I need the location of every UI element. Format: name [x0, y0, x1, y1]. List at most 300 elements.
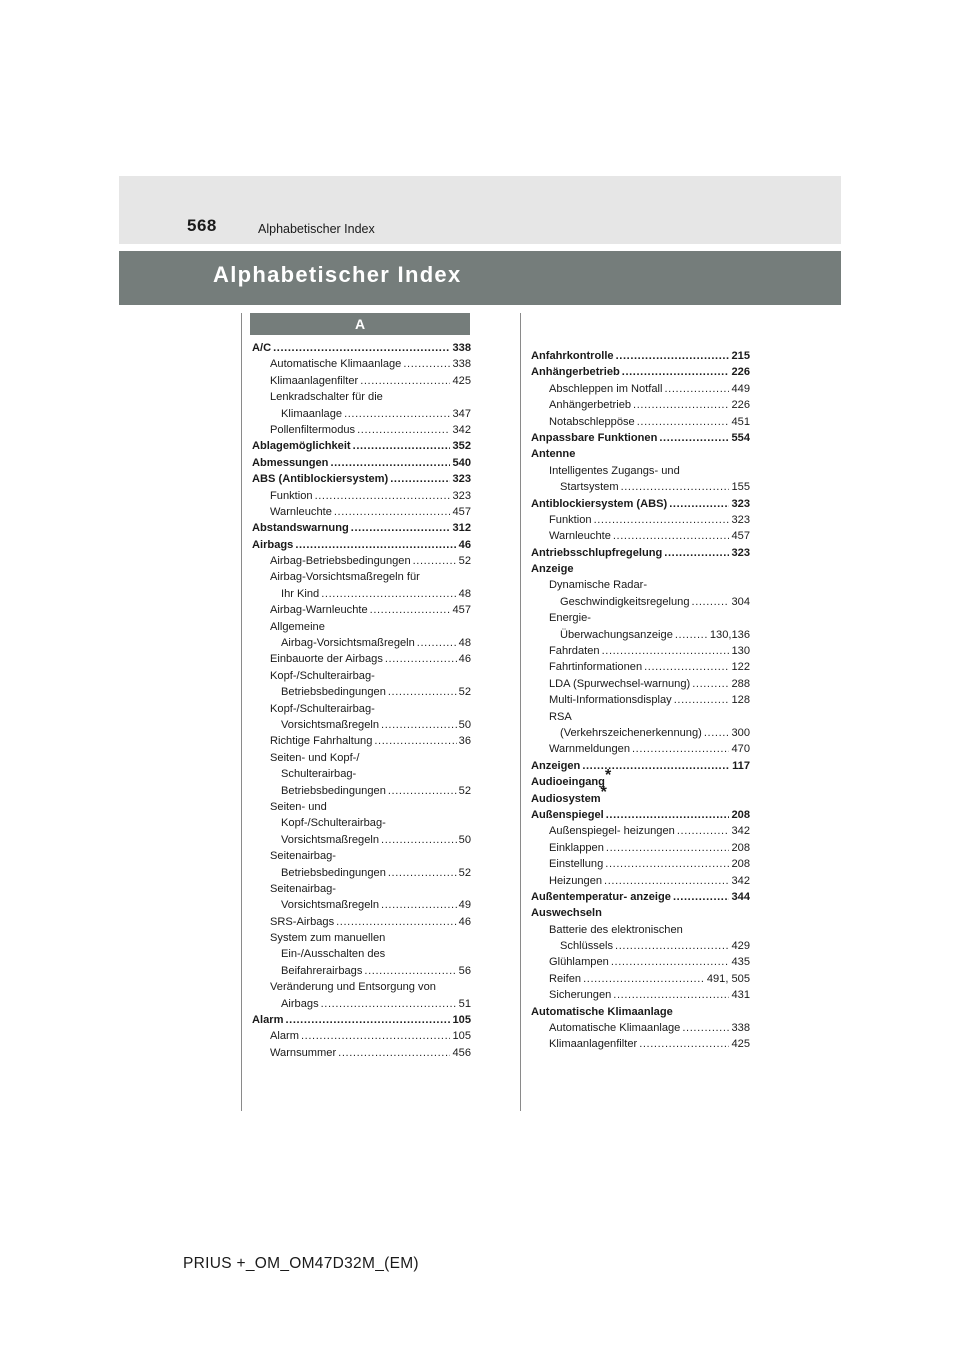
entry-term: Klimaanlagenfilter [549, 1038, 638, 1051]
entry-term: Überwachungsanzeige [560, 628, 673, 641]
entry-term: Sicherungen [549, 989, 612, 1002]
entry-term: LDA (Spurwechsel-warnung) [549, 677, 691, 690]
dot-leader [295, 537, 456, 553]
entry-term: Außenspiegel [531, 808, 604, 821]
page-reference: 288 [731, 677, 750, 690]
index-subentry [252, 373, 471, 389]
page-reference: 51 [458, 997, 471, 1010]
page-reference: 540 [452, 456, 471, 469]
index-subentry [531, 741, 750, 757]
index-subentry-continuation [252, 766, 471, 782]
dot-leader [674, 692, 730, 708]
page-reference: 155 [731, 481, 750, 494]
page-reference: 48 [458, 637, 471, 650]
index-subentry [531, 692, 750, 708]
entry-term: Reifen [549, 972, 582, 985]
entry-term: Einklappen [549, 841, 604, 854]
dot-leader [374, 733, 456, 749]
dot-leader [637, 414, 730, 430]
entry-term: Einstellung [549, 858, 604, 871]
dot-leader [273, 340, 450, 356]
entry-term: Dynamische Radar- [549, 579, 648, 592]
index-subentry [531, 873, 750, 889]
page-reference: 304 [731, 595, 750, 608]
index-entry [252, 455, 471, 471]
column-rule-right [520, 313, 521, 1111]
page-reference: 323 [731, 546, 750, 559]
entry-term: Klimaanlagenfilter [270, 374, 359, 387]
page-reference: 323 [731, 497, 750, 510]
page-reference: 457 [452, 604, 471, 617]
entry-term: Richtige Fahrhaltung [270, 735, 373, 748]
index-subentry-continuation [252, 406, 471, 422]
entry-term: Warnsummer [270, 1046, 337, 1059]
entry-term: Außentemperatur- anzeige [531, 890, 671, 903]
index-subentry [252, 930, 471, 946]
title-bar [119, 251, 841, 305]
entry-term: Allgemeine [270, 620, 325, 633]
entry-term: (Verkehrszeichenerkennung) [560, 726, 702, 739]
index-subentry-continuation [252, 832, 471, 848]
document-code-footer: PRIUS +_OM_OM47D32M_(EM) [183, 1255, 419, 1272]
entry-term: Beifahrerairbags [281, 964, 363, 977]
index-subentry [531, 987, 750, 1003]
entry-term: Pollenfiltermodus [270, 423, 356, 436]
index-subentry [252, 733, 471, 749]
footnote-asterisk: * [604, 767, 612, 785]
dot-leader [669, 496, 729, 512]
entry-term: Automatische Klimaanlage [531, 1005, 673, 1018]
index-subentry [252, 799, 471, 815]
index-subentry [252, 701, 471, 717]
entry-term: Kopf-/Schulterairbag- [270, 669, 375, 682]
dot-leader [388, 865, 457, 881]
entry-term: Kopf-/Schulterairbag- [281, 817, 386, 830]
entry-term: Energie- [549, 612, 591, 625]
page-reference: 128 [731, 694, 750, 707]
index-column-2 [531, 348, 750, 1053]
index-entry [531, 1004, 750, 1020]
entry-term: Multi-Informationsdisplay [549, 694, 672, 707]
page-reference: 338 [452, 342, 471, 354]
entry-term: Glühlampen [549, 956, 609, 969]
dot-leader [385, 651, 457, 667]
dot-leader [351, 520, 451, 536]
index-subentry [531, 856, 750, 872]
page-number: 568 [187, 216, 217, 235]
dot-leader [605, 856, 729, 872]
dot-leader [583, 971, 705, 987]
index-subentry [531, 676, 750, 692]
index-entry [252, 340, 471, 356]
entry-term: Audiosystem [531, 792, 601, 805]
entry-term: Auswechseln [531, 907, 602, 920]
entry-term: Notabschleppöse [549, 415, 635, 428]
entry-term: Intelligentes Zugangs- und [549, 464, 680, 477]
entry-term: Vorsichtsmaßregeln [281, 833, 380, 846]
dot-leader [644, 659, 729, 675]
entry-term: Einbauorte der Airbags [270, 653, 383, 666]
page-reference: 52 [458, 555, 471, 568]
entry-term: Airbag-Vorsichtsmaßregeln für [270, 571, 420, 584]
index-subentry-continuation [531, 725, 750, 741]
index-entry [531, 889, 750, 905]
page-reference: 342 [452, 423, 471, 436]
dot-leader [677, 823, 730, 839]
entry-term: Ein-/Ausschalten des [281, 948, 386, 961]
index-subentry [531, 1020, 750, 1036]
entry-term: Antriebsschlupfregelung [531, 546, 663, 559]
dot-leader [334, 504, 451, 520]
entry-term: Seiten- und Kopf-/ [270, 751, 360, 764]
index-subentry-continuation [252, 717, 471, 733]
index-subentry-continuation [252, 996, 471, 1012]
page-reference: 342 [731, 874, 750, 887]
index-subentry [531, 922, 750, 938]
index-subentry [531, 643, 750, 659]
dot-leader [692, 676, 729, 692]
page-reference: 122 [731, 661, 750, 674]
index-subentry-continuation [252, 963, 471, 979]
index-subentry-continuation [531, 938, 750, 954]
dot-leader [659, 430, 729, 446]
entry-term: Vorsichtsmaßregeln [281, 899, 380, 912]
entry-term: Anhängerbetrieb [531, 366, 620, 379]
page-reference: 226 [731, 399, 750, 412]
entry-term: Antenne [531, 448, 576, 461]
dot-leader [606, 807, 730, 823]
entry-term: Klimaanlage [281, 407, 343, 420]
entry-term: Außenspiegel- heizungen [549, 825, 675, 838]
index-subentry [531, 659, 750, 675]
index-subentry-continuation [252, 865, 471, 881]
dot-leader [639, 1036, 729, 1052]
entry-term: Anhängerbetrieb [549, 399, 632, 412]
entry-term: Anzeigen [531, 759, 581, 772]
page-reference: 36 [458, 735, 471, 748]
dot-leader [602, 643, 730, 659]
index-subentry [531, 577, 750, 593]
index-subentry [531, 954, 750, 970]
dot-leader [413, 553, 457, 569]
page-reference: 338 [452, 358, 471, 371]
index-subentry-continuation [531, 479, 750, 495]
page-reference: 46 [458, 915, 471, 928]
page-reference: 449 [731, 382, 750, 395]
dot-leader [704, 725, 730, 741]
dot-leader [692, 594, 730, 610]
page-reference: 56 [458, 964, 471, 977]
page-reference: 457 [731, 530, 750, 543]
dot-leader [613, 528, 730, 544]
dot-leader [321, 586, 456, 602]
entry-term: Warnmeldungen [549, 743, 630, 756]
dot-leader [621, 479, 730, 495]
page-reference: 435 [731, 956, 750, 969]
entry-term: Airbags [281, 997, 319, 1010]
entry-term: Airbag-Warnleuchte [270, 604, 368, 617]
entry-term: Betriebsbedingungen [281, 784, 386, 797]
index-subentry-continuation [252, 783, 471, 799]
dot-leader [370, 602, 451, 618]
index-subentry-continuation [252, 897, 471, 913]
index-subentry [252, 1028, 471, 1044]
index-entry [531, 364, 750, 380]
index-entry [531, 348, 750, 364]
dot-leader [315, 488, 451, 504]
dot-leader [611, 954, 730, 970]
entry-term: Lenkradschalter für die [270, 391, 383, 404]
index-subentry-continuation [531, 627, 750, 643]
page-reference: 52 [458, 866, 471, 879]
dot-leader [664, 381, 729, 397]
entry-term: Ablagemöglichkeit [252, 440, 351, 453]
index-subentry [252, 553, 471, 569]
entry-term: Alarm [270, 1030, 299, 1043]
dot-leader [673, 889, 730, 905]
entry-term: A/C [252, 342, 272, 354]
entry-term: Audioeingang [531, 776, 605, 789]
section-letter-heading: A [250, 313, 470, 335]
page-reference: 52 [458, 686, 471, 699]
page-reference: 46 [458, 653, 471, 666]
page-reference: 456 [452, 1046, 471, 1059]
page-reference: 226 [731, 366, 750, 379]
page-reference: 208 [731, 808, 750, 821]
dot-leader [381, 717, 457, 733]
entry-term: Warnleuchte [270, 505, 332, 518]
entry-term: Startsystem [560, 481, 619, 494]
dot-leader [285, 1012, 450, 1028]
entry-term: Schlüssels [560, 940, 614, 953]
entry-term: Airbags [252, 538, 294, 551]
index-subentry [531, 840, 750, 856]
dot-leader [613, 987, 729, 1003]
column-rule-left [241, 313, 242, 1111]
entry-term: SRS-Airbags [270, 915, 335, 928]
page-reference: 130 [731, 645, 750, 658]
page-reference: 451 [731, 415, 750, 428]
running-title: Alphabetischer Index [258, 222, 375, 236]
index-subentry [252, 356, 471, 372]
entry-term: Schulterairbag- [281, 768, 357, 781]
index-subentry [531, 463, 750, 479]
entry-term: Warnleuchte [549, 530, 611, 543]
entry-term: Batterie des elektronischen [549, 923, 683, 936]
entry-term: System zum manuellen [270, 932, 386, 945]
index-entry [252, 1012, 471, 1028]
entry-term: Seitenairbag- [270, 850, 336, 863]
entry-term: Airbag-Betriebsbedingungen [270, 555, 411, 568]
page-reference: 117 [732, 759, 750, 772]
entry-term: Fahrdaten [549, 645, 600, 658]
page-reference: 429 [731, 940, 750, 953]
dot-leader [353, 438, 451, 454]
dot-leader [330, 455, 450, 471]
dot-leader [664, 545, 729, 561]
index-subentry [252, 602, 471, 618]
dot-leader [344, 406, 450, 422]
dot-leader [417, 635, 457, 651]
entry-term: Airbag-Vorsichtsmaßregeln [281, 637, 415, 650]
entry-term: Veränderung und Entsorgung von [270, 981, 436, 994]
entry-term: Heizungen [549, 874, 603, 887]
dot-leader [381, 897, 457, 913]
page-reference: 312 [452, 522, 471, 535]
entry-term: Seiten- und [270, 800, 327, 813]
dot-leader [403, 356, 450, 372]
index-subentry [252, 979, 471, 995]
page-reference: 344 [731, 890, 750, 903]
dot-leader [338, 1045, 450, 1061]
page-reference: 300 [731, 726, 750, 739]
index-subentry-continuation [252, 815, 471, 831]
index-entry [531, 807, 750, 823]
dot-leader [301, 1028, 451, 1044]
index-subentry [252, 389, 471, 405]
index-subentry [252, 914, 471, 930]
page-reference: 425 [452, 374, 471, 387]
index-entry [531, 767, 750, 790]
index-column-1 [252, 340, 471, 1061]
page-reference: 431 [731, 989, 750, 1002]
page-reference: 554 [731, 431, 750, 444]
index-subentry [531, 381, 750, 397]
index-subentry-continuation [252, 684, 471, 700]
page-reference: 323 [452, 489, 471, 502]
entry-term: Ihr Kind [281, 587, 320, 600]
page-reference: 46 [458, 538, 471, 551]
index-entry [531, 783, 750, 807]
entry-term: RSA [549, 710, 572, 723]
index-subentry [252, 881, 471, 897]
entry-term: Vorsichtsmaßregeln [281, 718, 380, 731]
index-entry [531, 430, 750, 446]
dot-leader [616, 348, 730, 364]
entry-term: Alarm [252, 1014, 284, 1027]
index-subentry-continuation [252, 586, 471, 602]
dot-leader [594, 512, 730, 528]
dot-leader [381, 832, 457, 848]
index-subentry [531, 512, 750, 528]
index-subentry [531, 610, 750, 626]
index-subentry [531, 709, 750, 725]
page-reference: 323 [731, 513, 750, 526]
entry-term: Abmessungen [252, 456, 329, 469]
page-reference: 347 [452, 407, 471, 420]
index-entry [531, 905, 750, 921]
dot-leader [682, 1020, 729, 1036]
dot-leader [364, 963, 456, 979]
dot-leader [604, 873, 729, 889]
dot-leader [388, 783, 457, 799]
entry-term: ABS (Antiblockiersystem) [252, 473, 389, 486]
index-subentry [252, 488, 471, 504]
index-subentry [531, 528, 750, 544]
entry-term: Antiblockiersystem (ABS) [531, 497, 668, 510]
index-subentry [252, 569, 471, 585]
page-reference: 470 [731, 743, 750, 756]
entry-term: Automatische Klimaanlage [549, 1022, 681, 1035]
entry-term: Kopf-/Schulterairbag- [270, 702, 375, 715]
index-subentry [252, 750, 471, 766]
entry-term: Funktion [549, 513, 592, 526]
index-subentry-continuation [531, 594, 750, 610]
index-subentry [252, 668, 471, 684]
page-reference: 457 [452, 505, 471, 518]
index-subentry [531, 1036, 750, 1052]
footnote-asterisk: * [600, 783, 607, 801]
index-entry [252, 438, 471, 454]
page-reference: 49 [458, 899, 471, 912]
entry-term: Betriebsbedingungen [281, 866, 386, 879]
index-entry [252, 537, 471, 553]
page-reference: 491, 505 [706, 972, 750, 985]
entry-term: Anpassbare Funktionen [531, 431, 658, 444]
page-title: Alphabetischer Index [213, 262, 462, 287]
index-subentry [252, 1045, 471, 1061]
entry-term: Betriebsbedingungen [281, 686, 386, 699]
entry-term: Abschleppen im Notfall [549, 382, 663, 395]
dot-leader [360, 373, 450, 389]
index-subentry [252, 651, 471, 667]
entry-term: Anfahrkontrolle [531, 350, 614, 362]
index-entry [531, 561, 750, 577]
index-subentry [252, 422, 471, 438]
page-reference: 105 [452, 1030, 471, 1043]
index-subentry [252, 619, 471, 635]
index-entry [531, 446, 750, 462]
index-subentry [252, 848, 471, 864]
page-reference: 323 [452, 473, 471, 486]
header-band [119, 176, 841, 244]
index-subentry [531, 397, 750, 413]
dot-leader [633, 397, 729, 413]
dot-leader [390, 471, 450, 487]
dot-leader [622, 364, 730, 380]
page-reference: 52 [458, 784, 471, 797]
page-reference: 50 [458, 833, 471, 846]
index-entry [252, 471, 471, 487]
page-reference: 130,136 [709, 628, 750, 641]
dot-leader [675, 627, 708, 643]
dot-leader [615, 938, 729, 954]
page-reference: 208 [731, 841, 750, 854]
dot-leader [388, 684, 457, 700]
index-subentry-continuation [252, 635, 471, 651]
index-subentry [531, 823, 750, 839]
page-reference: 208 [731, 858, 750, 871]
dot-leader [321, 996, 457, 1012]
page-reference: 425 [731, 1038, 750, 1051]
entry-term: Anzeige [531, 563, 574, 576]
entry-term: Geschwindigkeitsregelung [560, 595, 690, 608]
index-entry [531, 496, 750, 512]
index-subentry [531, 971, 750, 987]
dot-leader [336, 914, 457, 930]
index-subentry [531, 414, 750, 430]
index-entry [531, 545, 750, 561]
dot-leader [606, 840, 730, 856]
page-reference: 338 [731, 1022, 750, 1035]
page-reference: 342 [731, 825, 750, 838]
entry-term: Seitenairbag- [270, 882, 336, 895]
index-entry [252, 520, 471, 536]
dot-leader [357, 422, 450, 438]
index-subentry-continuation [252, 946, 471, 962]
entry-term: Abstandswarnung [252, 522, 349, 535]
page-reference: 105 [452, 1014, 471, 1027]
